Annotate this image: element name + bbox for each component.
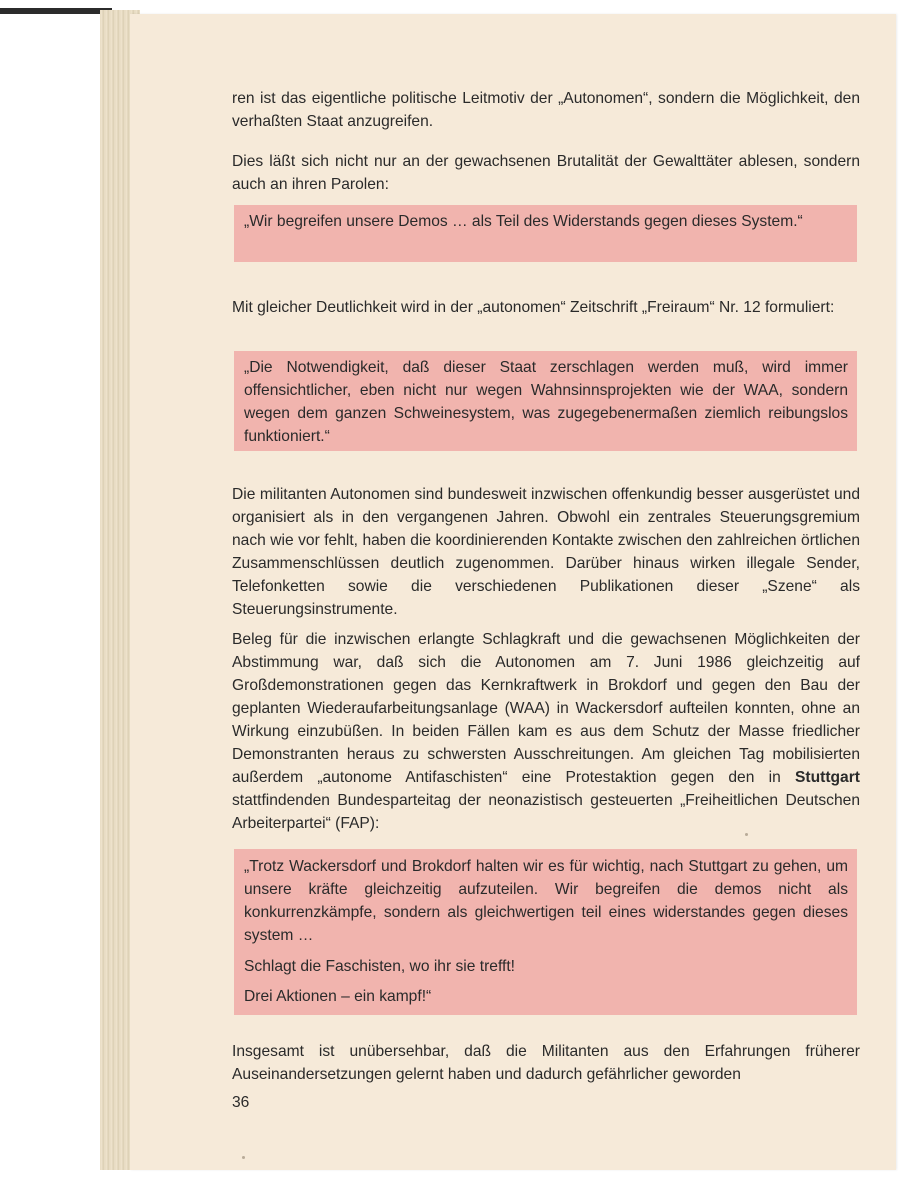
background [0, 0, 110, 1183]
page-number: 36 [232, 1094, 250, 1111]
paragraph-6: Insgesamt ist unübersehbar, daß die Militanten aus den Erfahrungen früherer Auseinandersetzungen gelernt haben und dadurch gefährlicher geworden [232, 1043, 860, 1083]
paragraph-5-text-end: stattfindenden Bundesparteitag der neonazistisch gesteuerten „Freiheitlichen Deutschen Arbeiterpartei“ (FAP): [232, 792, 860, 832]
paragraph-5-text-start: Beleg für die inzwischen erlangte Schlagkraft und die gewachsenen Möglichkeiten der Abstimmung war, daß sich die Autonomen am 7. Juni 1986 gleichzeitig auf Großdemonstrationen gegen das Kernkraftwerk in Brokdorf und gegen den Bau der geplanten Wiederaufarbeitungsanlage (WAA) in Wackersdorf aufteilen konnten, ohne an Wirkung einzubüßen. In beiden Fällen kam es aus dem Schutz der Masse friedlicher Demonstranten heraus zu schwersten Ausschreitungen. Am gleichen Tag mobilisierten außerdem „autonome Antifaschisten“ eine Protestaktion gegen den in [232, 631, 860, 786]
paper-speck [745, 833, 748, 836]
quote-1: „Wir begreifen unsere Demos … als Teil des Widerstands gegen dieses System.“ [244, 213, 803, 230]
paper-speck [242, 1156, 245, 1159]
paragraph-1: ren ist das eigentliche politische Leitmotiv der „Autonomen“, sondern die Möglichkeit, den verhaßten Staat anzugreifen. [232, 90, 860, 130]
paragraph-4: Die militanten Autonomen sind bundesweit inzwischen offenkundig besser ausgerüstet und organisiert als in den vergangenen Jahren. Obwohl ein zentrales Steuerungsgremium nach wie vor fehlt, haben die koordinierenden Kontakte zwischen den zahlreichen örtlichen Zusammenschlüssen deutlich zugenommen. Darüber hinaus wirken illegale Sender, Telefonketten sowie die verschiedenen Publikationen dieser „Szene“ als Steuerungsinstrumente. [232, 486, 860, 618]
paragraph-5-bold-city: Stuttgart [795, 769, 860, 786]
paragraph-5 [232, 628, 860, 835]
book-top-edge [0, 8, 112, 14]
quote-3-part-2: Schlagt die Faschisten, wo ihr sie trefft! [244, 958, 515, 975]
quote-2: „Die Notwendigkeit, daß dieser Staat zerschlagen werden muß, wird immer offensichtlicher, eben nicht nur wegen Wahnsinnsprojekten wie der WAA, sondern wegen dem ganzen Schweinesystem, was zugegebenermaßen ziemlich reibungslos funktioniert.“ [244, 359, 848, 445]
quote-3-part-1: „Trotz Wackersdorf und Brokdorf halten wir es für wichtig, nach Stuttgart zu gehen, um unsere kräfte gleichzeitig aufzuteilen. Wir begreifen die demos nicht als konkurrenzkämpfe, sondern als gleichwertigen teil eines widerstandes gegen dieses system … [244, 858, 848, 944]
paragraph-3: Mit gleicher Deutlichkeit wird in der „autonomen“ Zeitschrift „Freiraum“ Nr. 12 formuliert: [232, 299, 835, 316]
paragraph-2: Dies läßt sich nicht nur an der gewachsenen Brutalität der Gewalttäter ablesen, sondern auch an ihren Parolen: [232, 153, 860, 193]
quote-3-part-3: Drei Aktionen – ein kampf!“ [244, 988, 432, 1005]
